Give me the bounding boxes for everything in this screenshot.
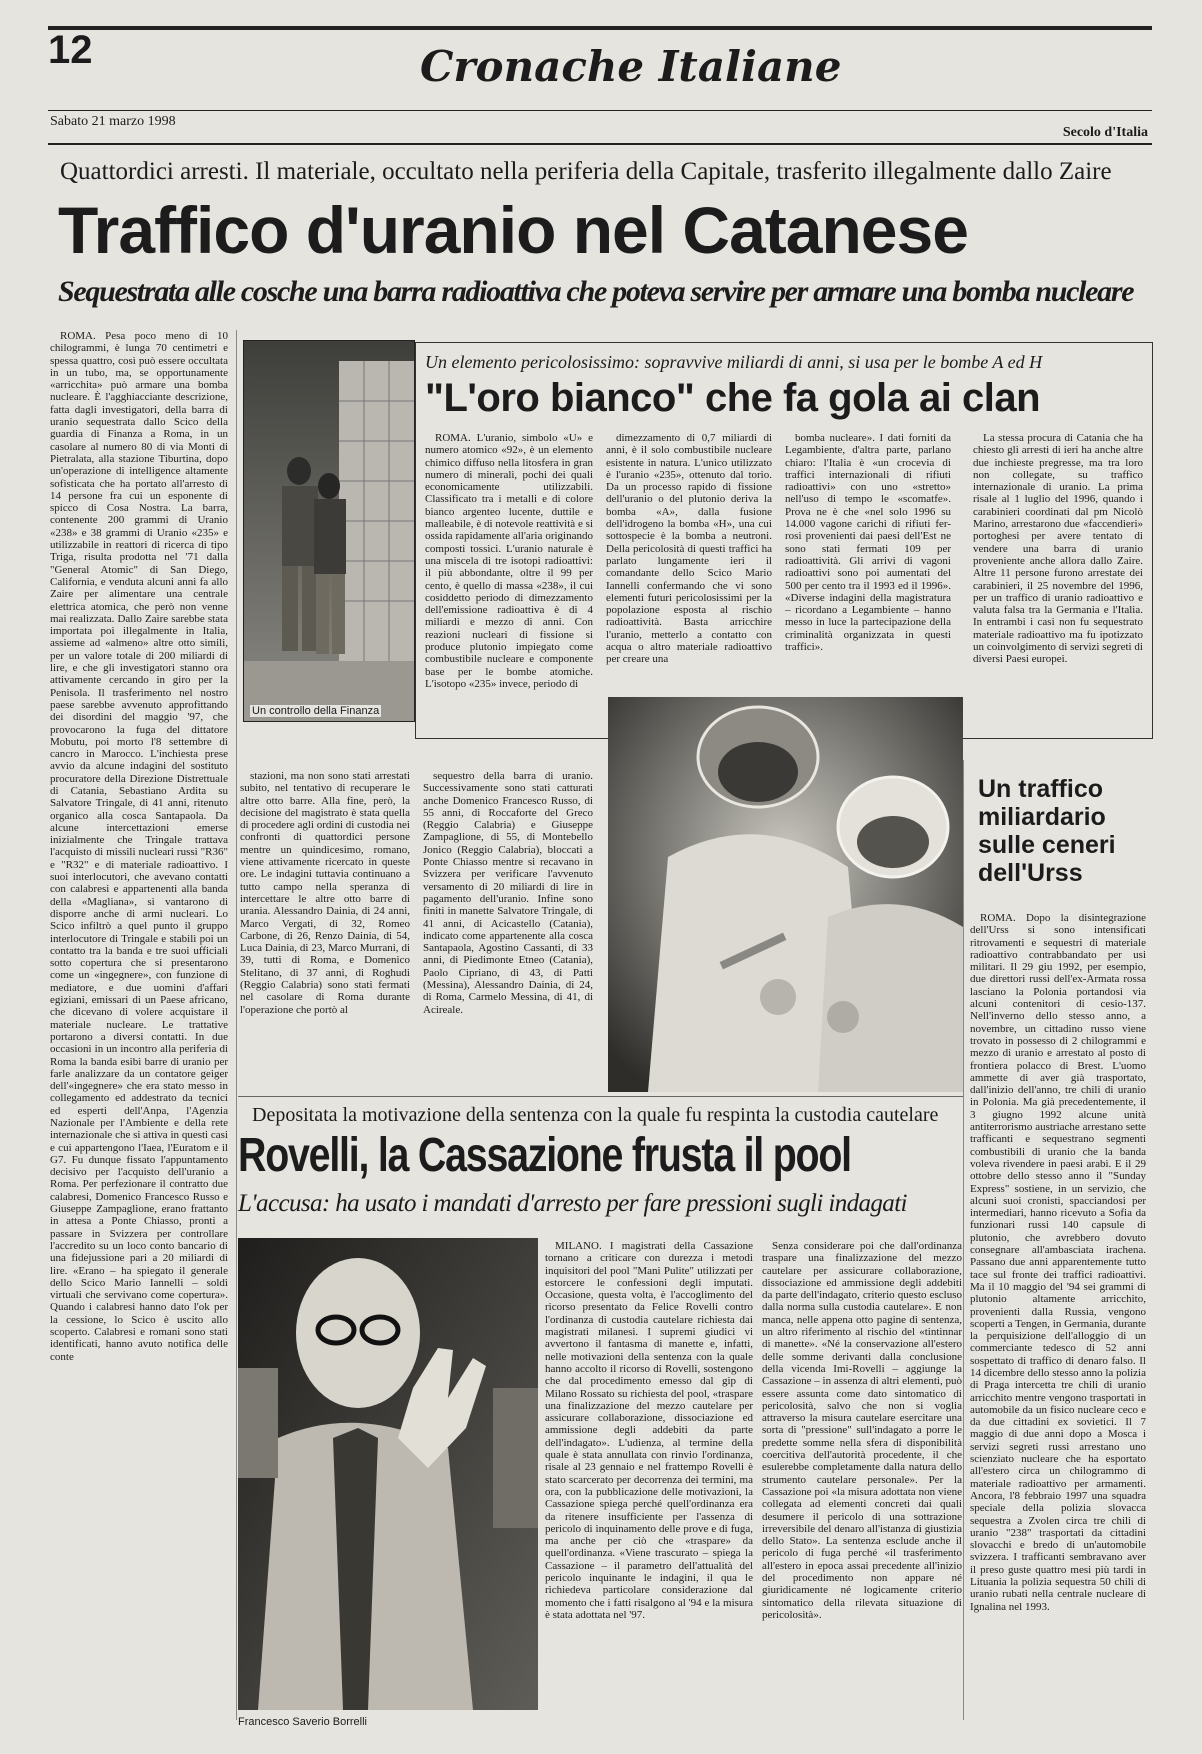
main-article-col1 bbox=[50, 330, 228, 1718]
finance-photo-image bbox=[244, 341, 414, 721]
uranium-text-4: La stessa procura di Catania che ha chiesto gli arresti di ieri ha anche altre due inchieste pregresse, ma tra loro non collegate, su traffico internazionale di uranio. La prima risale al 1 luglio del 1996, quando i carabinieri coordinati dal pm Nicolò Marino, arrestarono due «faccendieri» portoghesi per avere tentato di vendere una barra di uranio proveniente anche allora dallo Zaire. Altre 11 persone furono arrestate dei carabinieri, il 25 novembre del 1996, per un traffico di uranio radioattivo e valuta falsa tra la Germania e l'Italia. In entrambi i casi non fu sequestrato materiale radioattivo ma fu ipotizzato un coinvolgimento di servizi segreti di diversi Paesi europei. bbox=[973, 432, 1143, 666]
column-divider bbox=[963, 760, 964, 1720]
main-article-text-1: ROMA. Pesa poco meno di 10 chilogrammi, è lunga 70 centimetri e spessa quattro, così può essere occultata in un tubo, ma, se opportunamente «arricchita» può armare una bomba nucleare. È l'agghiacciante descrizione, fatta dagli investigatori, della barra di uranio sequestrata dallo Scico della guardia di Finanza a Roma, in un casolare al numero 80 di via Monti di Pietralata, alla stazione Tiburtina, dopo un'operazione di intelligence altamente sofisticata che ha portato all'arresto di 14 persone fra cui un esponente di spicco di Cosa Nostra. La barra, contenente 200 grammi di Uranio «238» e 38 grammi di Uranio «235» e utilizzabile in reattori di ricerca di tipo Triga, risulta prodotta nel '71 dalla "General Atomic" di San Diego, California, e venduta alcuni anni fa allo Zaire per alimentare una centrale elettrica atomica, che però non venne mai realizzata. Dallo Zaire sarebbe stata importata poi illegalmente in Italia, assieme ad «almeno» altre otto simili, per un valore totale di 200 miliardi di lire, e che gli investigatori stanno ora attivamente cercando in giro per la Penisola. Il trasferimento nel nostro paese sarebbe avvenuto approfittando dei disordini del maggio '97, che provocarono la fuga del dittatore Mobutu, poi morto l'8 settembre di cancro in Marocco. L'inchiesta prese avvio da alcune indagini del sostituto procuratore della Direzione Distrettuale di Catania, Sebastiano Ardita su Salvatore Tringale, di 41 anni, ritenuto organico alla cosca Santapaola. Da alcune intercettazioni emerse inizialmente che Tringale trattava l'acquisto di missili nucleari russi "R36" e "R32" e di materiale radioattivo. I suoi interlocutori, che avevano contatti con calabresi e appartenenti alla banda della «Magliana», si vantarono di disporre anche di armi nucleari. Lo Scico infiltrò a quel punto il gruppo interlocutore di Tringale e stabilì poi un contatto tra la banda e tre suoi ufficiali sotto copertura che si presentarono come un «ingegnere», con funzione di mediatore, e due uomini d'affari egiziani, emissari di un Paese africano, che dicevano di volere acquistare il materiale nucleare. Le trattative portarono a diversi contatti. In due occasioni in un incontro alla periferia di Roma la banda esibì barre di uranio per farle analizzare da un contatore geiger dell'«ingegnere» che era stato messo in collegamento ed addestrato da tecnici ed esperti dell'Anpa, l'Agenzia Nazionale per l'Ambiente e della rete internazionale che si attiva in questi casi e cui appartengono l'Iaea, l'Euratom e il G7. Fu dunque fissato l'appuntamento decisivo per l'acquisto dell'uranio a Roma. Per perfezionare il contratto due calabresi, Domenico Francesco Russo e Giuseppe Zampaglione, erano frattanto in attesa a Ponte Chiasso, pronti a passare in Svizzera per controllare l'accredito su un loco conto bancario di una fidejussione pari a 20 miliardi di lire. «Erano – ha spiegato il generale dello Scico Mario Iannelli – soldi virtuali che servivano come copertura». Quando i calabresi hanno dato l'ok per la cessione, lo Scico è uscito allo scoperto. Calabresi e romani sono stati identificati, hanno avuto notifica delle conte bbox=[50, 330, 228, 1363]
main-article-col3 bbox=[423, 770, 593, 1090]
main-headline: Traffico d'uranio nel Catanese bbox=[58, 193, 968, 267]
uranium-col2 bbox=[606, 432, 772, 690]
main-kicker: Quattordici arresti. Il materiale, occultato nella periferia della Capitale, trasferito illegalmente dallo Zaire bbox=[60, 158, 1112, 185]
uranium-text-1: ROMA. L'uranio, simbolo «U» e numero atomico «92», è un elemento chimico diffuso nella litosfera in gran numero di minerali, pochi dei quali economicamente utilizzabili. Classificato tra i metalli e di colore bianco argenteo lucente, duttile e malleabile, è di notevole reattività e si ossida rapidamente all'aria originando composti tossici. L'uranio naturale è una miscela di tre isotopi radioattivi: il più abbondante, oltre il 99 per cento, è quello di massa «238», il cui cosiddetto periodo di dimezzamento dell'emissione radioattiva è di 4 miliardi e mezzo di anni. Con reazioni nucleari di fissione si produce plutonio impiegato come combustibile nucleare e componente base per le bombe atomiche. L'isotopo «235» invece, periodo di bbox=[425, 432, 593, 690]
rovelli-text-1: MILANO. I magistrati della Cassazione tornano a criticare con durezza i metodi inquisitori del pool "Mani Pulite" utilizzati per estorcere le confessioni degli imputati. Occasione, questa volta, è l'accoglimento del ricorso presentato da Felice Rovelli contro l'ordinanza di custodia cautelare richiesta dai magistrati milanesi. I supremi giudici vi avvertono il fantasma di manette e, infatti, nelle motivazioni della sentenza con la quale hanno accolto il ricorso di Rovelli, sostengono che dal procedimento emesso dal gip di Milano Rossato su richiesta del pool, «traspare una finalizzazione del mezzo cautelare per assicurare collaborazione, dissociazione ed ammissione degli addebiti da parte dell'indagato». L'udienza, al termine della quale è stata annullata con rinvio l'ordinanza, risale al 23 gennaio e nel frattempo Rovelli è stato scarcerato per decorrenza dei termini, ma ora, con la pubblicazione delle motivazioni, la Cassazione spiega perché quell'ordinanza era da ritenere insufficiente per l'assenza di pericolo di inquinamento delle prove e di fuga, ma anche per ciò che «traspare» da quell'ordinanza. «Viene trascurato – spiega la Cassazione – il parametro dell'attualità del pericolo inquinante le indagini, il qua le richiedeva particolare considerazione dal momento che i fatti risalgono al '94 e la misura è stata adottata nel '97. bbox=[545, 1240, 753, 1621]
rovelli-headline: Rovelli, la Cassazione frusta il pool bbox=[238, 1129, 851, 1182]
rovelli-col1 bbox=[545, 1240, 753, 1720]
urss-text: ROMA. Dopo la disintegrazione dell'Urss si sono intensificati ritrovamenti e sequestri di materiale radioattivo contrabbandato per usi militari. Il 29 giu 1992, per esempio, due direttori russi dell'ex-Armata rossa lasciano la Polonia portandosi via alcuni contenitori di cesio-137. Nell'inverno dello stesso anno, a novembre, un cittadino russo viene trovato in possesso di 2 chilogrammi e mezzo di uranio e arrestato al posto di frontiera polacco di Brest. L'uomo ammette di aver già trasportato, dall'inizio dell'anno, tre chili di uranio in Polonia. Ma già precedentemente, il 3 giugno 1992 alcune unità antiterrorismo austriache arrestano sette trafficanti e sequestrano segmenti combustibili di uranio che la banda voleva rivendere in paesi arabi. E il 29 ottobre dello stesso anno il "Sunday Express" sostiene, in un servizio, che alcuni suoi cronisti, spacciandosi per intermediari, hanno ricevuto a Sofia da funzionari russi 140 capsule di plutonio, che avrebbero dovuto consegnare all'ambasciata irachena. Passano due anni apparentemente tutto tace sul fronte dei traffici radioattivi. Ma il 10 maggio del '94 sei grammi di plutonio altamente arricchito, provenienti dalla Russia, vengono scoperti a Tengen, in Germania, durante la perquisizione dell'alloggio di un commerciante tedesco di 52 anni sospettato di traffico di denaro falso. Il 14 dicembre dello stesso anno la polizia di Praga intercetta tre chili di uranio arricchito mentre vengono trasportati in automobile da un fisico nucleare ceco e da due cittadini ex sovietici. Il 7 maggio di due anni dopo a Mosca i servizi segreti russi arrestano uno scienziato nucleare che ha esportato all'estero circa un chilogrammo di materiale radioattivo per armamenti. Ancora, l'8 febbraio 1997 una squadra speciale della polizia slovacca sequestra a Zvolen circa tre chili di uranio "238" trasportati da cittadini slovacchi e bredo di un'automobile svizzera. I trafficanti sembravano aver il preso guste quattro mesi più tardi in Lituania la polizia sequestra 50 chili di uranio rubati nella centrale nucleare di Ignalina nel 1993. bbox=[970, 912, 1146, 1613]
rovelli-col2 bbox=[762, 1240, 962, 1720]
page-number: 12 bbox=[48, 28, 93, 72]
finance-photo bbox=[243, 340, 415, 722]
finance-photo-caption: Un controllo della Finanza bbox=[252, 705, 380, 717]
main-article-col2 bbox=[240, 770, 410, 1090]
uranium-kicker: Un elemento pericolosissimo: sopravvive miliardi di anni, si usa per le bombe A ed H bbox=[425, 352, 1043, 372]
uranium-col4 bbox=[973, 432, 1143, 732]
masthead-bottom-rule bbox=[48, 143, 1152, 145]
main-article-text-3: sequestro della barra di uranio. Successivamente sono stati catturati anche Domenico Francesco Russo, di 55 anni, di Roccaforte del Greco (Reggio Calabria) e Giuseppe Zampaglione, di 55, di Montebello Jonico (Reggio Calabria), bloccati a Ponte Chiasso mentre si recavano in Svizzera per verificare l'avvenuto versamento di 20 miliardi di lire in pagamento dell'uranio. Infine sono finiti in manette Salvatore Tringale, di 41 anni, di Acicastello (Catania), indicato come appartenente alla cosca Santapaola, Agostino Cassanti, di 33 anni, di Piedimonte Etneo (Catania), Paolo Cipriano, di 43, di Patti (Messina), Alessandro Dainia, di 24, di Roma, Carmelo Messina, di 41, di Acireale. bbox=[423, 770, 593, 1016]
section-title: Cronache Italiane bbox=[420, 42, 842, 91]
top-rule bbox=[48, 26, 1152, 30]
uranium-col3 bbox=[785, 432, 951, 690]
issue-date: Sabato 21 marzo 1998 bbox=[50, 114, 176, 129]
urss-article-col bbox=[970, 912, 1146, 1718]
rovelli-text-2: Senza considerare poi che dall'ordinanza traspare una finalizzazione del mezzo cautelare per assicurare collaborazione, dissociazione ed ammissione degli addebiti da parte dell'indagato, criterio questo escluso dalla norma sulla custodia cautelare». E non manca, nelle appena otto pagine di sentenza, un altro riferimento al rischio del «tintinnar di manette». «Né la conservazione all'estero delle somme derivanti dalla conclusione della vicenda Imi-Rovelli – aggiunge la Cassazione – in assenza di altri elementi, può essere assunta come dato sintomatico di pericolosità, salvo che non si voglia attraverso la misura cautelare esercitare una sorta di "pressione" sull'indagato a porre le predette somme nella sfera di disponibilità coercitiva dell'autorità procedente, il che esulerebbe completamente dalla natura dello strumento cautelare personale». Per la Cassazione poi «la misura adottata non viene collegata ad elementi concreti dai quali desumere il pericolo di una sottrazione irreversibile del denaro all'istanza di giustizia dello Stato». La sentenza esclude anche il pericolo di fuga perché «il trasferimento all'estero in epoca assai precedente all'inizio del procedimento non appare né giuridicamente né logicamente criterio sintomatico della rilevata situazione di pericolosità». bbox=[762, 1240, 962, 1621]
column-divider bbox=[236, 330, 237, 1720]
newspaper-name: Secolo d'Italia bbox=[1062, 125, 1148, 140]
main-subheadline: Sequestrata alle cosche una barra radioattiva che poteva servire per armare una bomba nucleare bbox=[58, 275, 1134, 308]
lab-photo-image bbox=[608, 697, 963, 1092]
uranium-col1 bbox=[425, 432, 593, 732]
section-divider bbox=[238, 1096, 963, 1097]
borrelli-photo-image bbox=[238, 1238, 538, 1710]
uranium-headline: "L'oro bianco" che fa gola ai clan bbox=[425, 376, 1041, 420]
rovelli-kicker: Depositata la motivazione della sentenza con la quale fu respinta la custodia cautelare bbox=[252, 1104, 939, 1126]
uranium-text-3: bomba nucleare». I dati forniti da Legambiente, d'altra parte, parlano chiaro: l'Italia è «un crocevia di traffici internazionali di rifiuti radioattivi» con uno «stretto» nell'uso di tempo le «scomatfe». Prova ne è che «nel solo 1996 su 14.000 vagone carichi di rifiuti fer- rosi provenienti dai paesi dell'Est ne sono stati fermati 109 per radioattività. Gli arrivi di vagoni radioattivi sono poi aumentati del 500 per cento tra il 1993 ed il 1996». «Diverse indagini della magistratura – ricordano a Legambiente – hanno messo in luce la partecipazione della criminalità organizzata in questi traffici». bbox=[785, 432, 951, 654]
borrelli-photo-caption: Francesco Saverio Borrelli bbox=[238, 1716, 367, 1728]
uranium-text-2: dimezzamento di 0,7 miliardi di anni, è il solo combustibile nucleare esistente in natura. L'unico utilizzato è l'uranio «235», ottenuto dal torio. Da un processo rapido di fissione dell'uranio o del plutonio deriva la bomba «A», dalla fusione dell'idrogeno la bomba «H», una cui sottospecie è la bomba a neutroni. Della pericolosità di questi traffici ha parlato lungamente ieri il comandante dello Scico Mario Iannelli confermando che vi sono elementi futuri pericolosissimi per la popolazione esposta al rischio radioattività. Basta arricchire l'uranio, metterlo a contatto con acqua o altro materiale radioattivo per creare una bbox=[606, 432, 772, 666]
borrelli-photo bbox=[238, 1238, 538, 1710]
rovelli-subheadline: L'accusa: ha usato i mandati d'arresto per fare pressioni sugli indagati bbox=[238, 1190, 907, 1217]
lab-photo bbox=[608, 697, 963, 1092]
masthead-rule bbox=[48, 110, 1152, 111]
urss-headline: Un traffico miliardario sulle ceneri dell'Urss bbox=[978, 775, 1116, 887]
main-article-text-2: stazioni, ma non sono stati arrestati subito, nel tentativo di recuperare le altre otto barre. Alla fine, però, la decisione del magistrato è stata quella di procedere agli ordini di custodia nei confronti di quattordici persone mentre un quindicesimo, romano, viene attivamente ricercato in queste ore. Le indagini tuttavia continuano a tutto campo nella speranza di intercettare le altre otto barre di urania. Alessandro Dainia, di 24 anni, Marco Vergati, di 32, Romeo Carbone, di 26, Renzo Dainia, di 54, Luca Dainia, di 23, Marco Murrani, di 39, tutti di Roma, e Domenico Stelitano, di 37 anni, di Roghudi (Reggio Calabria) sono stati fermati nel casolare di Roma durante l'operazione che portò al bbox=[240, 770, 410, 1016]
